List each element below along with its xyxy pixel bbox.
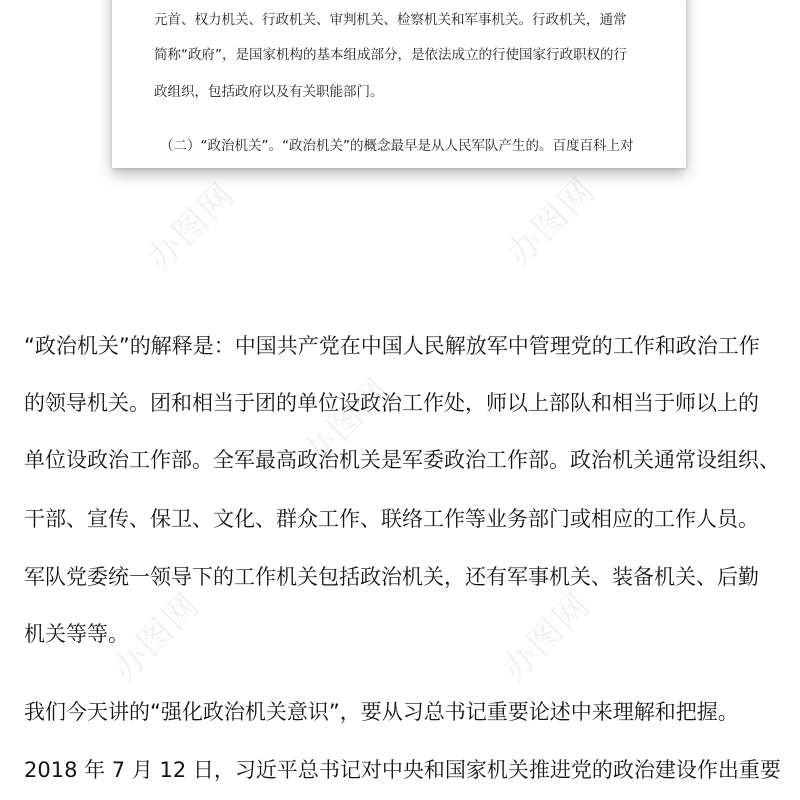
watermark: 办图网 bbox=[104, 584, 209, 690]
body-text-line: 我们今天讲的“强化政治机关意识”，要从习总书记重要论述中来理解和把握。 bbox=[24, 700, 739, 724]
body-text-line: 机关等等。 bbox=[24, 622, 129, 646]
card-text-line: （二）“政治机关”。“政治机关”的概念最早是从人民军队产生的。百度百科上对 bbox=[160, 138, 634, 154]
watermark: 办图网 bbox=[294, 369, 399, 475]
card-text-line: 元首、权力机关、行政机关、审判机关、检察机关和军事机关。行政机关，通常 bbox=[154, 12, 627, 28]
body-text-line: 2018 年 7 月 12 日，习近平总书记对中央和国家机关推进党的政治建设作出重要 bbox=[24, 758, 781, 782]
document-preview-card bbox=[112, 0, 686, 168]
watermark: 办图网 bbox=[139, 174, 244, 280]
body-text-line: 军队党委统一领导下的工作机关包括政治机关，还有军事机关、装备机关、后勤 bbox=[24, 565, 759, 589]
card-text-line: 政组织，包括政府以及有关职能部门。 bbox=[154, 84, 384, 100]
body-text-line: 干部、宣传、保卫、文化、群众工作、联络工作等业务部门或相应的工作人员。 bbox=[24, 507, 759, 531]
body-text-line: 单位设政治工作部。全军最高政治机关是军委政治工作部。政治机关通常设组织、 bbox=[24, 448, 780, 472]
body-text-line: “政治机关”的解释是：中国共产党在中国人民解放军中管理党的工作和政治工作 bbox=[24, 334, 760, 358]
card-text-line: 简称“政府”，是国家机构的基本组成部分，是依法成立的行使国家行政职权的行 bbox=[154, 47, 627, 63]
watermark: 办图网 bbox=[494, 584, 599, 690]
watermark: 办图网 bbox=[499, 169, 604, 275]
body-text-line: 的领导机关。团和相当于团的单位设政治工作处，师以上部队和相当于师以上的 bbox=[24, 391, 759, 415]
